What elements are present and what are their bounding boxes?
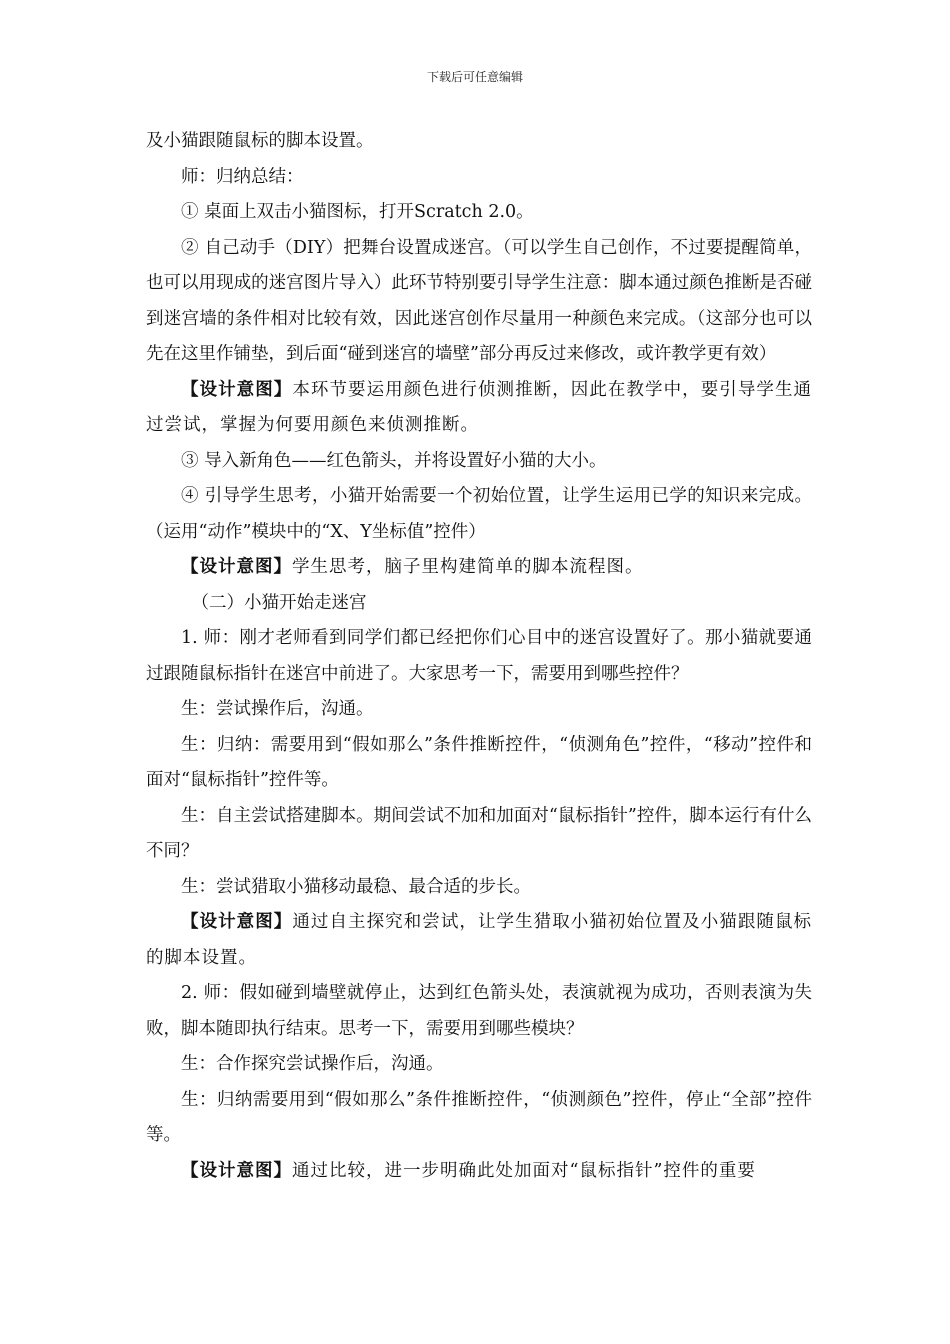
design-intent-label: 【设计意图】 [181, 912, 293, 932]
section-heading: （二）小猫开始走迷宫 [191, 592, 367, 613]
paragraph: 生：尝试操作后，沟通。 [181, 699, 374, 719]
paragraph: 及小猫跟随鼠标的脚本设置。 [146, 131, 374, 151]
design-intent-paragraph [146, 550, 812, 586]
paragraph: 生：归纳需要用到“假如那么”条件推断控件，“侦测颜色”控件，停止“全部”控件等。 [146, 1089, 812, 1145]
design-intent-paragraph [146, 905, 812, 976]
design-intent-paragraph [146, 1154, 812, 1190]
design-intent-label: 【设计意图】 [181, 557, 292, 577]
paragraph: 生：尝试猎取小猫移动最稳、最合适的步长。 [181, 876, 531, 897]
design-intent-text: 本环节要运用颜色进行侦测推断，因此在教学中，要引导学生通过尝试，掌握为何要用颜色来侦测推断。 [146, 379, 813, 435]
page-header: 下载后可任意编辑 [426, 70, 523, 84]
paragraph: ③ 导入新角色——红色箭头，并将设置好小猫的大小。 [181, 450, 607, 471]
paragraph: 2. 师：假如碰到墙壁就停止，达到红色箭头处，表演就视为成功，否则表演为失败，脚本随即执行结束。思考一下，需要用到哪些模块？ [146, 983, 812, 1039]
design-intent-text: 通过自主探究和尝试，让学生猎取小猫初始位置及小猫跟随鼠标的脚本设置。 [146, 912, 813, 968]
paragraph: 生：合作探究尝试操作后，沟通。 [181, 1054, 444, 1074]
paragraph: 生：归纳：需要用到“假如那么”条件推断控件，“侦测角色”控件，“移动”控件和面对“鼠标指针”控件等。 [146, 734, 812, 790]
design-intent-paragraph [146, 373, 812, 444]
paragraph: 生：自主尝试搭建脚本。期间尝试不加和加面对“鼠标指针”控件，脚本运行有什么不同？ [146, 805, 812, 861]
paragraph: 师：归纳总结： [181, 166, 304, 187]
design-intent-text: 学生思考，脑子里构建简单的脚本流程图。 [292, 557, 644, 577]
paragraph: ② 自己动手（DIY）把舞台设置成迷宫。（可以学生自己创作，不过要提醒简单，也可以用现成的迷宫图片导入）此环节特别要引导学生注意：脚本通过颜色推断是否碰到迷宫墙的条件相对比较有效，因此迷宫创作尽量用一种颜色来完成。（这部分也可以先在这里作铺垫，到后面“碰到迷宫的墙壁”部分再反过来修改，或许教学更有效） [146, 237, 812, 364]
design-intent-label: 【设计意图】 [181, 1160, 292, 1181]
design-intent-label: 【设计意图】 [181, 379, 293, 400]
paragraph: ① 桌面上双击小猫图标，打开Scratch 2.0。 [181, 202, 534, 222]
document-body [146, 124, 812, 1189]
paragraph: 1. 师：刚才老师看到同学们都已经把你们心目中的迷宫设置好了。那小猫就要通过跟随鼠标指针在迷宫中前进了。大家思考一下，需要用到哪些控件？ [146, 628, 812, 684]
design-intent-text: 通过比较，进一步明确此处加面对“鼠标指针”控件的重要 [292, 1160, 756, 1181]
paragraph: ④ 引导学生思考，小猫开始需要一个初始位置，让学生运用已学的知识来完成。（运用“动作”模块中的“X、Y坐标值”控件） [146, 486, 812, 542]
